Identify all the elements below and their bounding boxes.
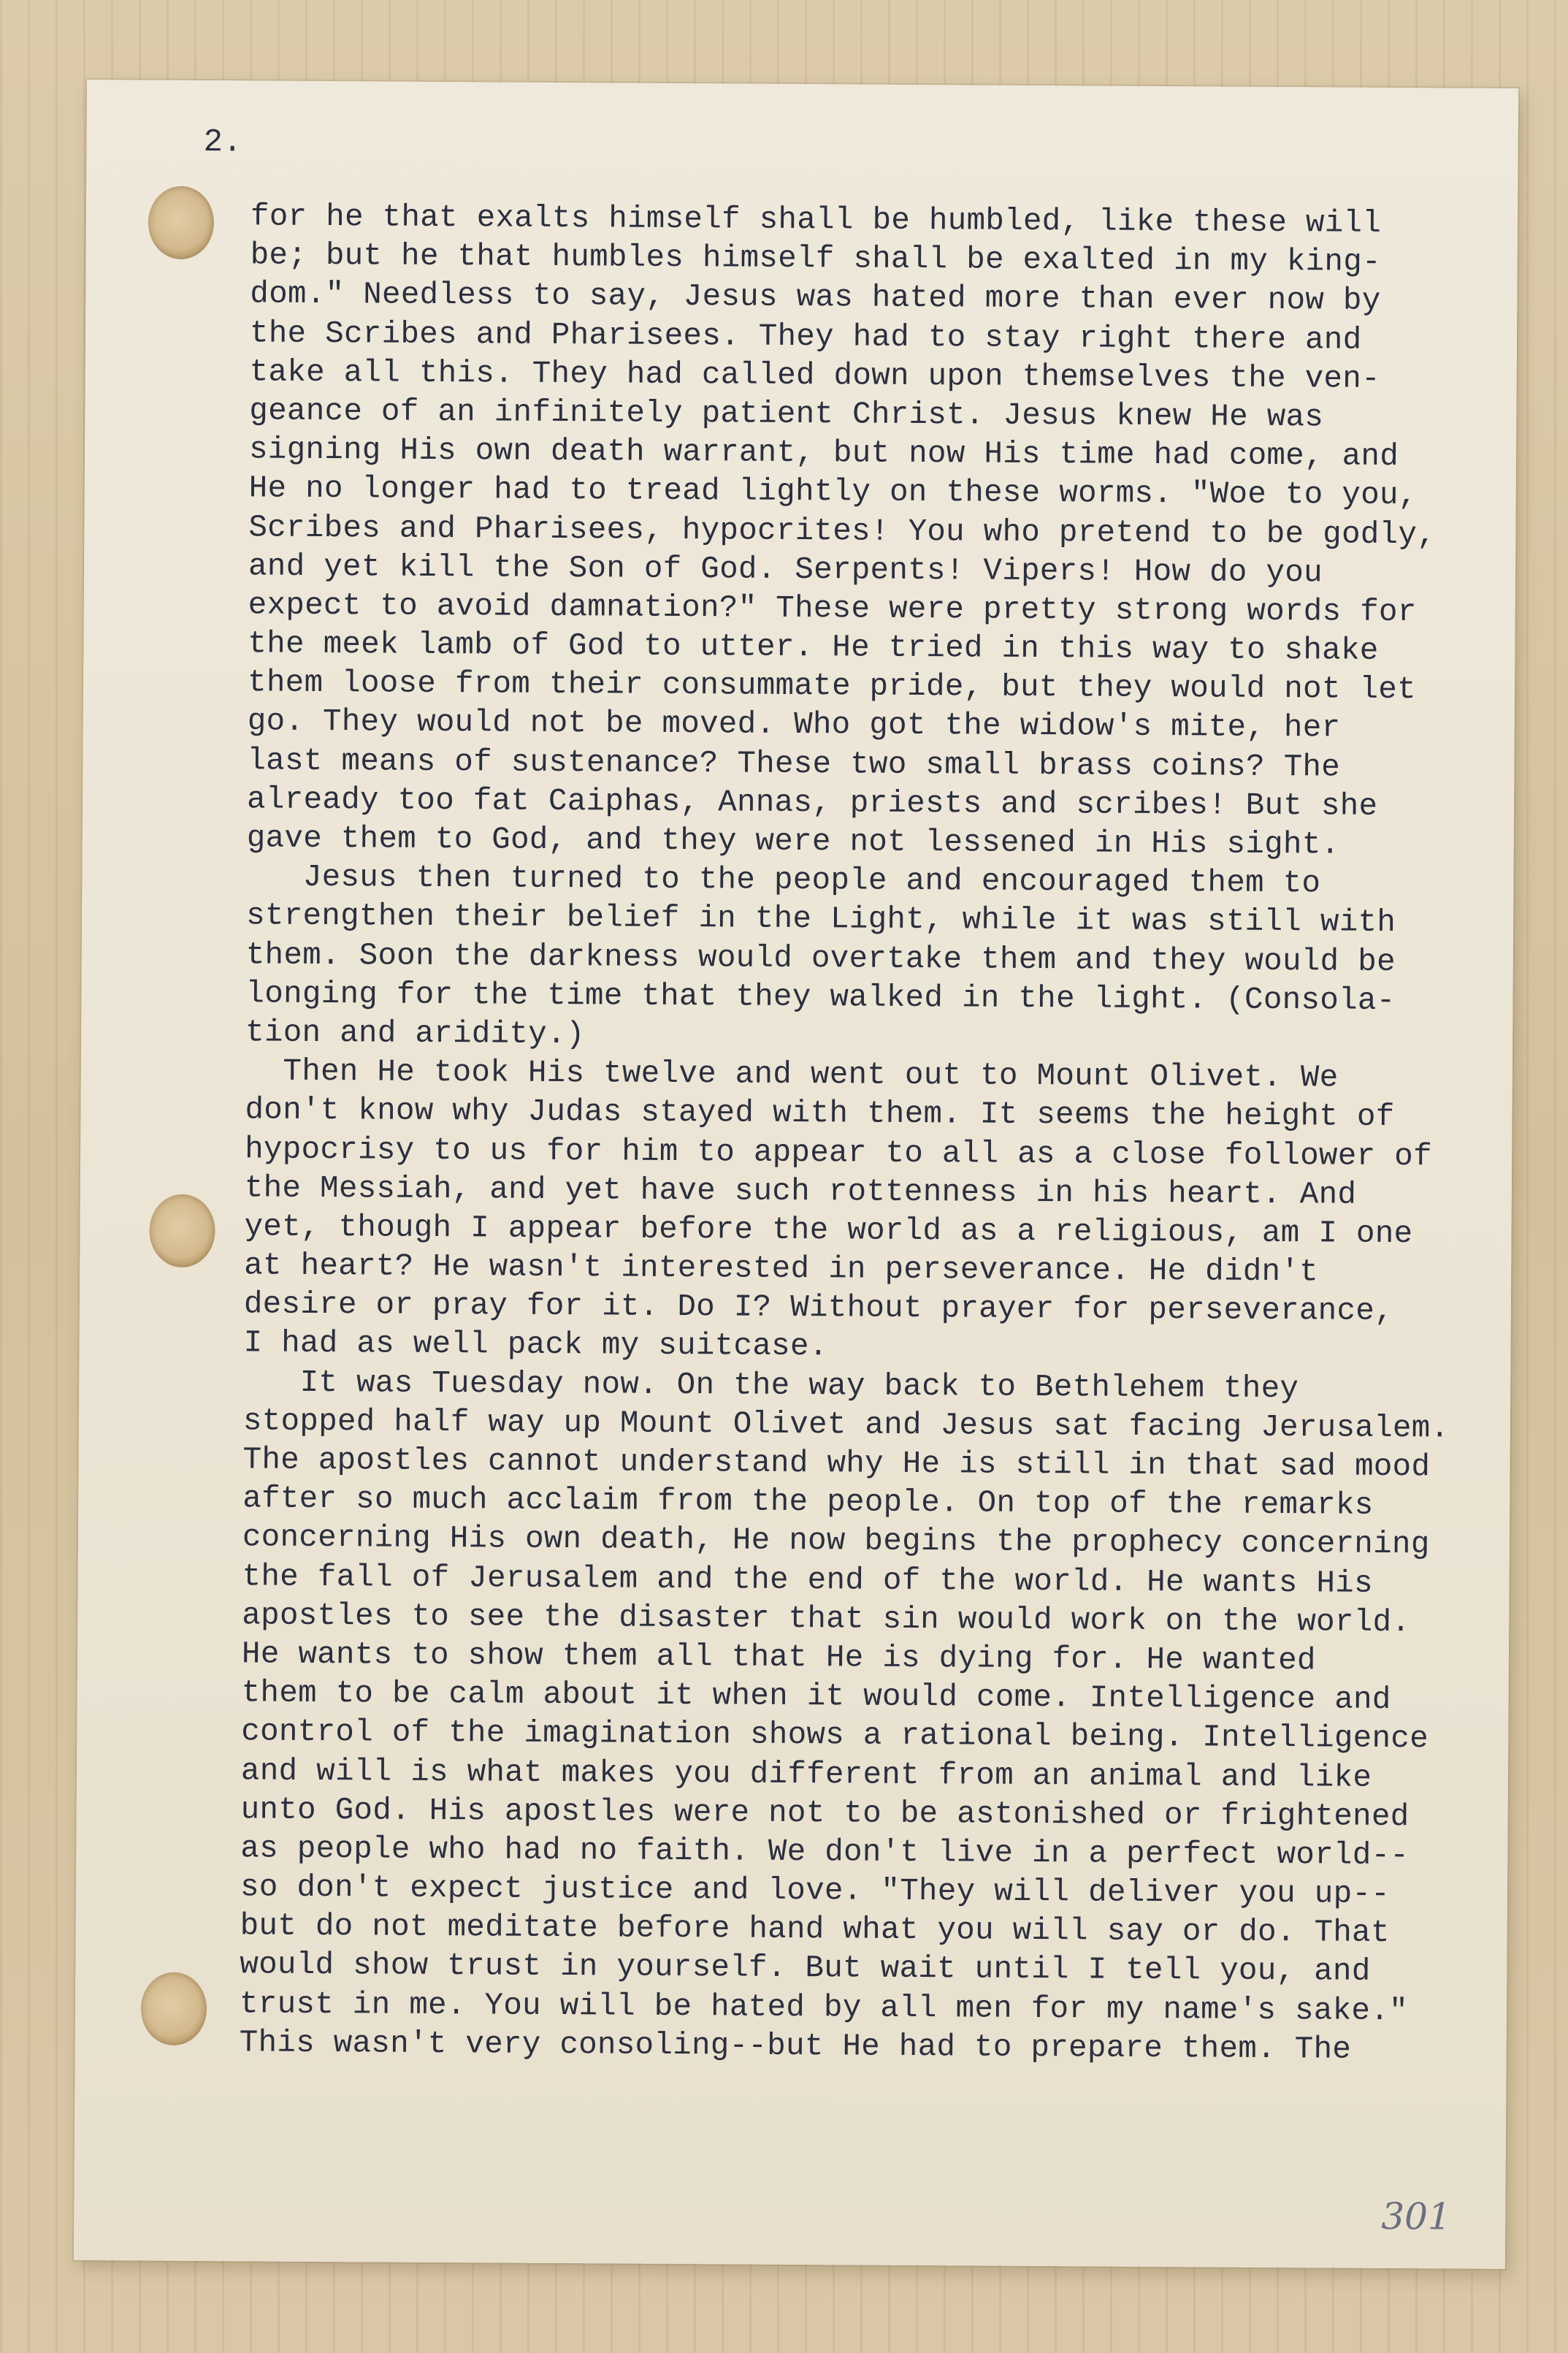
punch-hole <box>149 1194 215 1268</box>
text-line: the fall of Jerusalem and the end of the world. He wants His <box>242 1558 1373 1601</box>
text-line: them. Soon the darkness would overtake them and they would be <box>245 937 1396 980</box>
text-line: as people who had no faith. We don't live in a perfect world-- <box>240 1831 1410 1874</box>
text-line: and yet kill the Son of God. Serpents! Vipers! How do you <box>248 549 1323 591</box>
text-line: last means of sustenance? These two small brass coins? The <box>247 743 1341 785</box>
text-line: expect to avoid damnation?" These were pretty strong words for <box>248 587 1417 630</box>
text-line: the Scribes and Pharisees. They had to stay right there and <box>249 315 1362 358</box>
text-line: but do not meditate before hand what you will say or do. That <box>240 1908 1390 1951</box>
text-line: would show trust in yourself. But wait until I tell you, and <box>240 1947 1371 1990</box>
text-line: be; but he that humbles himself shall be exalted in my king- <box>250 237 1382 281</box>
text-line: unto God. His apostles were not to be astonished or frightened <box>240 1792 1410 1834</box>
text-line: I had as well pack my suitcase. <box>243 1325 828 1365</box>
text-line: go. They would not be moved. Who got the widow's mite, her <box>247 703 1341 746</box>
text-line: signing His own death warrant, but now His time had come, and <box>248 432 1399 475</box>
text-line: for he that exalts himself shall be humbled, like these will <box>250 199 1382 241</box>
text-line: geance of an infinitely patient Christ. Jesus knew He was <box>249 393 1324 435</box>
text-line: concerning His own death, He now begins the prophecy concerning <box>242 1519 1430 1563</box>
text-line: the meek lamb of God to utter. He tried in this way to shake <box>248 626 1379 668</box>
text-line: desire or pray for it. Do I? Without prayer for perseverance, <box>243 1286 1394 1330</box>
text-line: dom." Needless to say, Jesus was hated more than ever now by <box>250 276 1381 319</box>
text-line: them loose from their consummate pride, but they would not let <box>247 665 1417 708</box>
text-line: strengthen their belief in the Light, while it was still with <box>246 898 1396 941</box>
text-line: Scribes and Pharisees, hypocrites! You who pretend to be godly, <box>248 509 1437 552</box>
text-line: This wasn't very consoling--but He had to prepare them. The <box>239 2025 1352 2067</box>
text-line: so don't expect justice and love. "They will deliver you up-- <box>240 1869 1391 1912</box>
page-number: 2. <box>203 124 242 161</box>
text-line: control of the imagination shows a rational being. Intelligence <box>241 1714 1429 1757</box>
text-line: at heart? He wasn't interested in perseverance. He didn't <box>244 1248 1319 1290</box>
text-line: tion and aridity.) <box>245 1015 585 1053</box>
text-line: trust in me. You will be hated by all men for my name's sake." <box>239 1986 1409 2029</box>
text-line: longing for the time that they walked in the light. (Consola- <box>245 976 1396 1018</box>
punch-hole <box>141 1972 207 2046</box>
text-line: hypocrisy to us for him to appear to all as a close follower of <box>245 1131 1432 1174</box>
text-line: He no longer had to tread lightly on these worms. "Woe to you, <box>248 470 1418 514</box>
typed-page <box>74 80 1518 2269</box>
text-line: gave them to God, and they were not lessened in His sight. <box>246 820 1340 863</box>
text-line: take all this. They had called down upon themselves the ven- <box>249 354 1381 397</box>
text-line: stopped half way up Mount Olivet and Jesus sat facing Jerusalem. <box>242 1403 1450 1446</box>
text-line: apostles to see the disaster that sin would work on the world. <box>242 1598 1411 1640</box>
text-line: Then He took His twelve and went out to Mount Olivet. We <box>245 1053 1339 1096</box>
typed-body-text <box>240 197 1493 2070</box>
text-line: The apostles cannot understand why He is still in that sad mood <box>242 1442 1431 1485</box>
text-line: and will is what makes you different from an animal and like <box>240 1753 1372 1796</box>
text-line: after so much acclaim from the people. On top of the remarks <box>242 1481 1374 1524</box>
text-line: He wants to show them all that He is dying for. He wanted <box>241 1636 1316 1679</box>
text-line: already too fat Caiphas, Annas, priests and scribes! But she <box>246 782 1378 824</box>
handwritten-archive-number: 301 <box>1381 2194 1451 2238</box>
text-line: yet, though I appear before the world as a religious, am I one <box>244 1209 1413 1252</box>
text-line: It was Tuesday now. On the way back to Bethlehem they <box>243 1365 1299 1406</box>
text-line: don't know why Judas stayed with them. It seems the height of <box>245 1092 1395 1135</box>
text-line: the Messiah, and yet have such rottenness in his heart. And <box>244 1170 1357 1213</box>
punch-hole <box>148 186 215 260</box>
text-line: them to be calm about it when it would come. Intelligence and <box>241 1675 1391 1718</box>
text-line: Jesus then turned to the people and encouraged them to <box>246 859 1321 901</box>
